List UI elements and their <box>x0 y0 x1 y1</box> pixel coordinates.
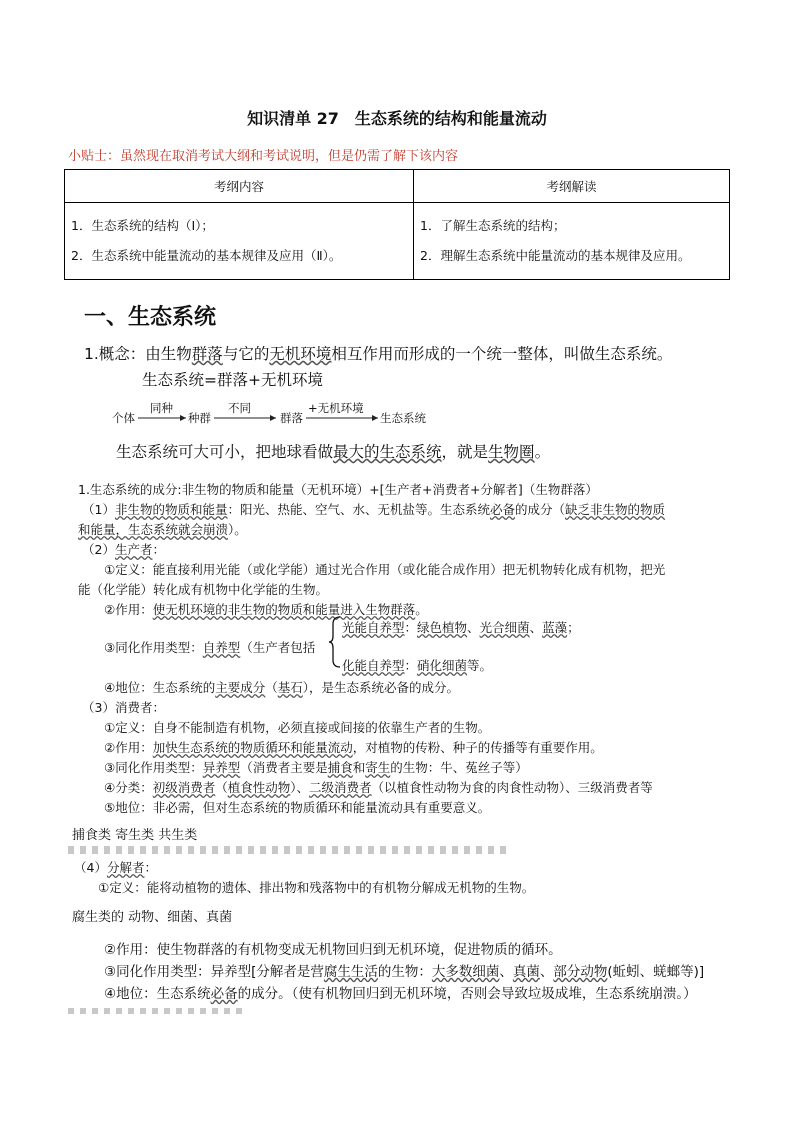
text: ③同化作用类型：异养型[分解者是营 <box>104 964 324 980</box>
text: (蚯蚓、蜣螂等)] <box>607 964 705 980</box>
text: 大多数细菌 <box>431 964 500 980</box>
text: 自养型 <box>202 640 241 655</box>
consumer-note: 捕食类 寄生类 共生类 <box>72 828 198 843</box>
text: （1） <box>82 502 115 517</box>
text: 生物圈 <box>488 443 535 461</box>
producer-status <box>104 678 459 696</box>
text: 初级消费者 <box>152 780 216 795</box>
faded-line <box>68 846 508 854</box>
consumer-classification <box>104 778 653 796</box>
text: ： <box>404 658 418 673</box>
text: ②作用： <box>104 602 153 617</box>
text: ）、 <box>290 780 310 795</box>
consumer-status: ⑤地位：非必需，但对生态系统的物质循环和能量流动具有重要意义。 <box>104 800 491 815</box>
section-heading: 一、生态系统 <box>84 305 217 330</box>
text: 部分动物 <box>553 964 608 980</box>
text: 分解者 <box>106 860 145 875</box>
text: ，对植物的传粉、种子的传播等有重要作用。 <box>352 740 603 755</box>
text: （ <box>215 780 228 795</box>
chemoautotroph-line <box>342 656 492 674</box>
faded-line <box>68 1008 248 1014</box>
tip-note: 小贴士：虽然现在取消考试大纲和考试说明，但是仍需了解下该内容 <box>68 149 459 164</box>
flow-arrows <box>112 400 442 430</box>
page-title: 知识清单 27 生态系统的结构和能量流动 <box>247 109 547 128</box>
text: ： <box>144 860 157 875</box>
text: 主要成分 <box>215 680 266 695</box>
decomposer-role: ②作用：使生物群落的有机物变成无机物回归到无机环境，促进物质的循环。 <box>104 942 562 958</box>
col2-header: 考纲解读 <box>414 170 730 203</box>
text: 加快生态系统的物质循环和能量流动 <box>152 740 353 755</box>
text: 植食性动物 <box>227 780 291 795</box>
text: ： <box>152 542 165 557</box>
text: 腐生生活 <box>323 964 378 980</box>
flow-label: +无机环境 <box>308 401 364 415</box>
decomposer-note: 腐生类的 动物、细菌、真菌 <box>72 910 233 925</box>
outline-table <box>64 169 730 280</box>
text: ④地位：生态系统的 <box>104 680 216 695</box>
text: 群落 <box>191 345 223 363</box>
col1-header: 考纲内容 <box>65 170 414 203</box>
flow-node: 种群 <box>188 411 211 425</box>
consumer-type <box>104 758 528 776</box>
text: ）。 <box>228 522 247 537</box>
text: 、 <box>499 964 513 980</box>
text: 和 <box>352 760 366 775</box>
text: 绿色植物 <box>417 620 468 635</box>
flow-node: 群落 <box>280 411 303 425</box>
text: ④地位：生态系统 <box>104 986 211 1002</box>
text: 使无机环境的非生物的物质和能量进入生物群落 <box>152 602 416 617</box>
text: 的生物：牛、菟丝子等） <box>390 760 528 775</box>
flow-node: 个体 <box>112 411 135 425</box>
col2-row: 1．了解生态系统的结构； <box>420 218 566 233</box>
text: 必备 <box>210 986 238 1002</box>
text: 生产者 <box>114 542 153 557</box>
text: 寄生 <box>365 760 391 775</box>
col1-row: 2．生态系统中能量流动的基本规律及应用（Ⅱ）。 <box>71 248 342 263</box>
text: 等。 <box>467 658 493 673</box>
flow-label: 不同 <box>228 401 251 415</box>
text: 捕食 <box>327 760 353 775</box>
text: （生产者包括 <box>240 640 316 655</box>
text: ③同化作用类型： <box>104 760 203 775</box>
text: ，就是 <box>441 443 489 461</box>
formula: 生态系统=群落+无机环境 <box>142 371 323 389</box>
producer-definition-2: 能（化学能）转化成有机物中化学能的生物。 <box>78 582 329 597</box>
col2-row: 2．理解生态系统中能量流动的基本规律及应用。 <box>420 248 691 263</box>
flow-label: 同种 <box>150 401 173 415</box>
text: ③同化作用类型： <box>104 640 203 655</box>
decomposer-label <box>74 858 157 876</box>
consumer-definition: ①定义：自身不能制造有机物，必须直接或间接的依靠生产者的生物。 <box>104 720 491 735</box>
decomposer-type <box>104 960 704 980</box>
text: 蓝藻 <box>542 620 568 635</box>
text: ； <box>567 620 580 635</box>
brace-icon <box>328 616 342 668</box>
col1-content <box>65 203 414 280</box>
photoautotroph-line <box>342 618 580 636</box>
col2-content <box>414 203 730 280</box>
text: 必备 <box>489 502 515 517</box>
text: 。 <box>415 602 428 617</box>
producer-type <box>104 638 315 656</box>
text: 生态系统可大可小，把地球看做 <box>116 443 334 461</box>
concept-line <box>84 342 672 364</box>
flow-node: 生态系统 <box>380 411 426 425</box>
text: ），是生态系统必备的成分。 <box>302 680 460 695</box>
text: 的成分（ <box>515 502 566 517</box>
scale-line <box>116 440 550 462</box>
text: 。 <box>534 443 551 461</box>
text: ②作用： <box>104 740 153 755</box>
text: 真菌 <box>512 964 540 980</box>
consumer-role <box>104 738 603 756</box>
text: （ <box>265 680 278 695</box>
text: 的成分。（使有机物回归到无机环境，否则会导致垃圾成堆，生态系统崩溃。） <box>237 986 697 1002</box>
text: 二级消费者 <box>309 780 372 795</box>
text: （以植食性动物为食的肉食性动物）、三级消费者等 <box>371 780 653 795</box>
text: 光能自养型 <box>342 620 405 635</box>
decomposer-definition: ①定义：能将动植物的遗体、排出物和残落物中的有机物分解成无机物的生物。 <box>98 880 535 895</box>
col1-row: 1．生态系统的结构（Ⅰ）； <box>71 218 214 233</box>
text: 与它的 <box>222 345 270 363</box>
text: （4） <box>74 860 107 875</box>
consumer-label: （3）消费者： <box>82 700 165 715</box>
producer-label <box>82 540 165 558</box>
text: 无机环境 <box>269 345 332 363</box>
text: 化能自养型 <box>342 658 405 673</box>
producer-role <box>104 600 428 618</box>
composition-line: 1.生态系统的成分:非生物的物质和能量（无机环境）+[生产者+消费者+分解者]（生物群落） <box>78 482 598 497</box>
text: 、 <box>529 620 543 635</box>
text: 非生物的物质和能量 <box>114 502 228 517</box>
text: ：阳光、热能、空气、水、无机盐等。生态系统 <box>227 502 490 517</box>
text: 硝化细菌 <box>417 658 468 673</box>
text: 和能量，生态系统就会崩溃 <box>78 522 229 537</box>
text: 1.概念：由生物 <box>84 345 192 363</box>
text: 异养型 <box>202 760 241 775</box>
hierarchy-flow <box>112 400 442 430</box>
text: 光合细菌 <box>479 620 530 635</box>
text: 缺乏非生物的物质 <box>565 502 666 517</box>
text: 基石 <box>277 680 303 695</box>
text: 相互作用而形成的一个统一整体，叫做生态系统。 <box>331 345 673 363</box>
text: 最大的生态系统 <box>333 443 442 461</box>
text: 的生物： <box>377 964 432 980</box>
text: 、 <box>539 964 554 980</box>
abiotic-line <box>82 500 665 518</box>
text: （消费者主要是 <box>240 760 328 775</box>
abiotic-line-2 <box>78 520 247 538</box>
text: 、 <box>467 620 480 635</box>
text: ④分类： <box>104 780 153 795</box>
text: ： <box>404 620 418 635</box>
decomposer-status <box>104 982 697 1002</box>
producer-definition-1: ①定义：能直接利用光能（或化学能）通过光合作用（或化能合成作用）把无机物转化成有机物，把光 <box>104 562 666 577</box>
text: （2） <box>82 542 115 557</box>
